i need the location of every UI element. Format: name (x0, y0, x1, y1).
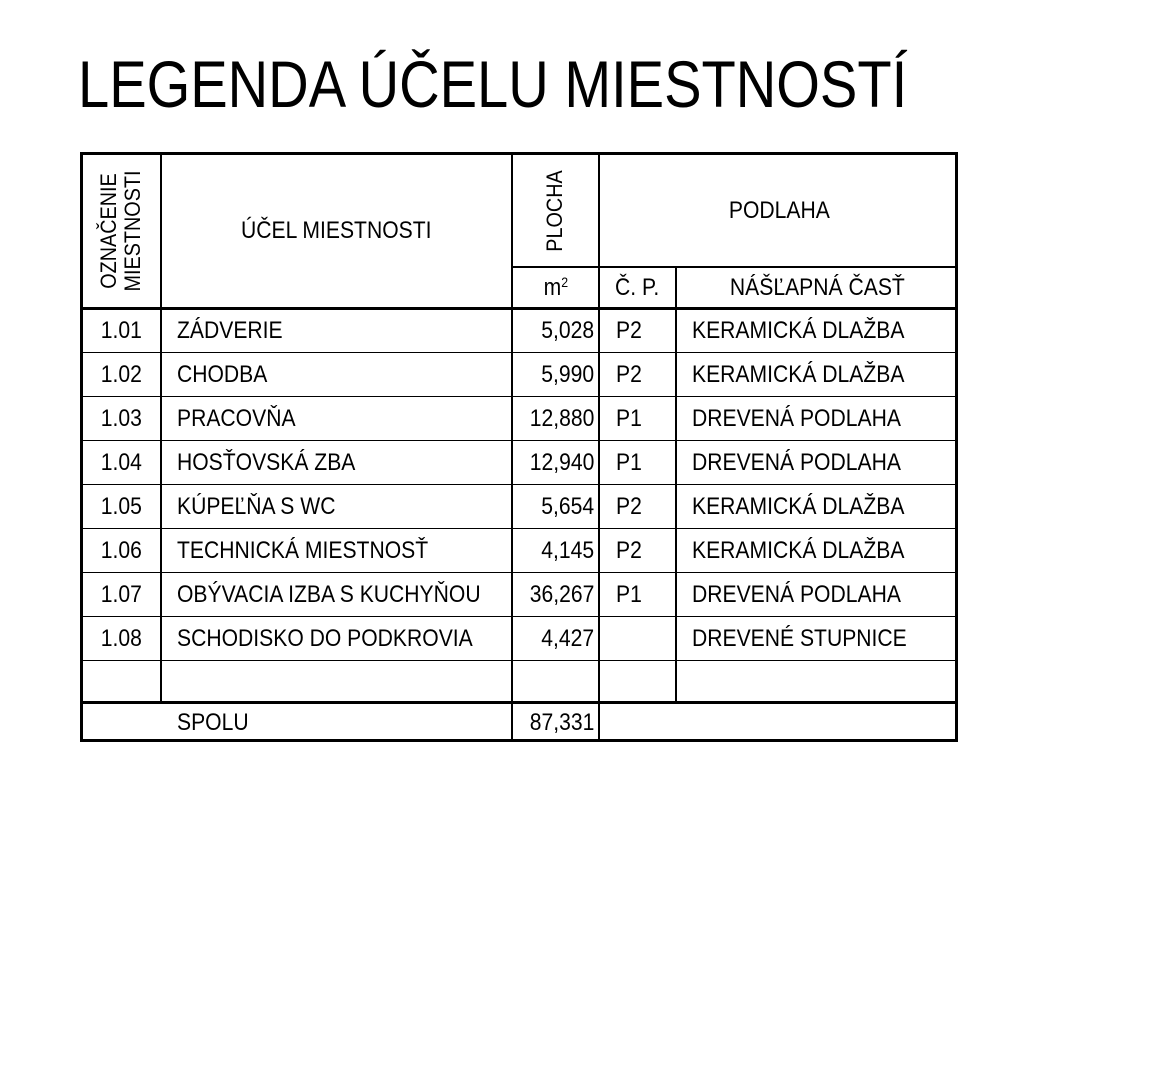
room-area: 12,880 (529, 404, 594, 432)
header-purpose: ÚČEL MIESTNOSTI (241, 217, 432, 244)
room-legend-table (80, 152, 958, 742)
floor-type: P1 (616, 448, 642, 476)
room-id: 1.01 (100, 317, 143, 344)
header-floor: PODLAHA (728, 196, 830, 224)
floor-surface: DREVENÁ PODLAHA (692, 580, 901, 608)
room-name: HOSŤOVSKÁ ZBA (177, 448, 356, 476)
header-label-line1: OZNAČENIE (96, 173, 122, 289)
total-label: SPOLU (177, 709, 249, 736)
room-name: OBÝVACIA IZBA S KUCHYŇOU (177, 580, 481, 608)
floor-surface: DREVENÁ PODLAHA (692, 404, 901, 432)
room-name: TECHNICKÁ MIESTNOSŤ (177, 536, 429, 564)
header-floor-surface: NÁŠĽAPNÁ ČASŤ (730, 273, 905, 301)
room-area: 5,654 (541, 492, 594, 520)
floor-type: P1 (616, 580, 642, 608)
room-area: 5,028 (541, 317, 594, 344)
room-id: 1.03 (100, 404, 143, 432)
room-name: PRACOVŇA (177, 404, 296, 432)
floor-type: P2 (616, 317, 642, 344)
room-id: 1.07 (100, 580, 143, 608)
floor-surface: KERAMICKÁ DLAŽBA (692, 360, 905, 388)
room-id: 1.06 (100, 536, 143, 564)
room-area: 4,145 (541, 536, 594, 564)
room-id: 1.05 (100, 492, 143, 520)
floor-type (616, 617, 671, 660)
room-area: 12,940 (529, 448, 594, 476)
floor-type: P2 (616, 492, 642, 520)
page-title: LEGENDA ÚČELU MIESTNOSTÍ (78, 47, 908, 121)
floor-type: P2 (616, 360, 642, 388)
room-name: SCHODISKO DO PODKROVIA (177, 624, 473, 652)
floor-surface: KERAMICKÁ DLAŽBA (692, 536, 905, 564)
floor-surface: DREVENÉ STUPNICE (692, 624, 907, 652)
header-area-unit: $m^2$ (543, 273, 568, 301)
header-label-line2: MIESTNOSTI (120, 170, 146, 292)
floor-surface: KERAMICKÁ DLAŽBA (692, 317, 905, 344)
room-area: 4,427 (541, 624, 594, 652)
header-label (83, 155, 160, 307)
room-area: 36,267 (529, 580, 594, 608)
room-name: ZÁDVERIE (177, 317, 283, 344)
room-id: 1.04 (100, 448, 143, 476)
room-name: KÚPEĽŇA S WC (177, 492, 336, 520)
header-area: PLOCHA (542, 169, 568, 252)
header-floor-no: Č. P. (615, 273, 660, 301)
room-id: 1.02 (100, 360, 143, 388)
floor-surface: KERAMICKÁ DLAŽBA (692, 492, 905, 520)
floor-type: P1 (616, 404, 642, 432)
col-divider (675, 266, 677, 701)
room-area: 5,990 (541, 360, 594, 388)
row-divider (83, 660, 958, 661)
total-area: 87,331 (529, 709, 594, 736)
room-id: 1.08 (100, 624, 143, 652)
room-name: CHODBA (177, 360, 268, 388)
floor-type: P2 (616, 536, 642, 564)
floor-surface: DREVENÁ PODLAHA (692, 448, 901, 476)
